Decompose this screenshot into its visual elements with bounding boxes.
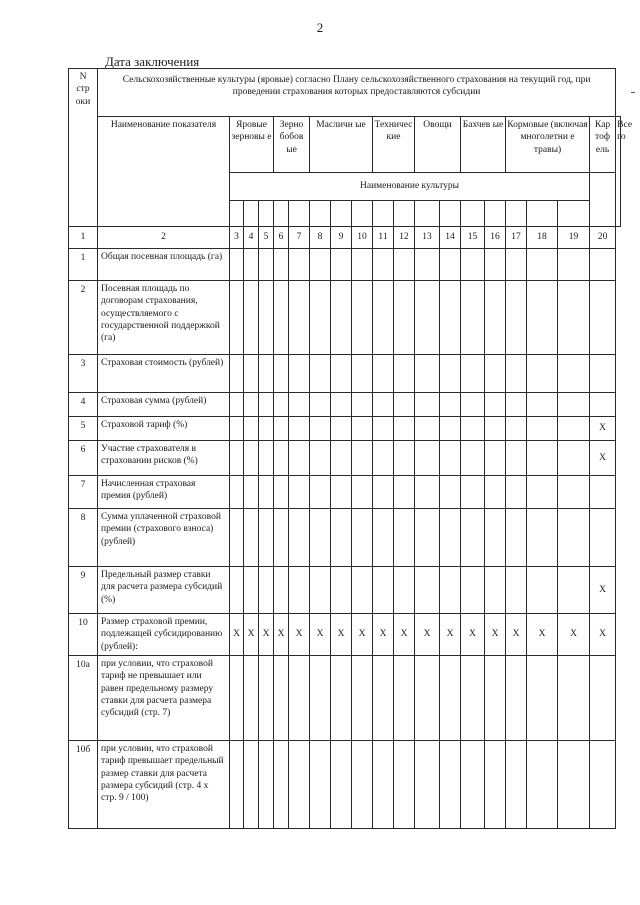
empty-cell xyxy=(352,355,373,393)
empty-cell xyxy=(310,249,331,281)
empty-cell xyxy=(331,441,352,476)
empty-cell xyxy=(461,417,485,441)
row-label: Общая посевная площадь (га) xyxy=(98,249,230,281)
empty-cell xyxy=(558,741,590,829)
empty-cell xyxy=(289,441,310,476)
empty-cell xyxy=(485,441,506,476)
empty-cell xyxy=(259,393,274,417)
empty-cell xyxy=(289,476,310,509)
empty-cell xyxy=(352,509,373,567)
empty-cell xyxy=(590,393,616,417)
empty-cell xyxy=(590,741,616,829)
empty-cell xyxy=(352,417,373,441)
table-row xyxy=(69,476,621,509)
empty-cell xyxy=(352,393,373,417)
empty-cell xyxy=(485,567,506,614)
empty-cell xyxy=(461,249,485,281)
empty-cell xyxy=(230,249,244,281)
empty-cell xyxy=(289,355,310,393)
row-number: 4 xyxy=(69,393,98,417)
table-row xyxy=(69,441,621,476)
empty-cell xyxy=(440,441,461,476)
empty-cell xyxy=(440,281,461,355)
row-label: Сумма уплаченной страховой премии (страхового взноса) (рублей) xyxy=(98,509,230,567)
crop-group-melons: Бахчев ые xyxy=(461,117,506,173)
row-number: 7 xyxy=(69,476,98,509)
empty-cell xyxy=(461,441,485,476)
empty-cell xyxy=(274,281,289,355)
empty-cell xyxy=(289,249,310,281)
empty-cell xyxy=(394,476,415,509)
empty-cell xyxy=(558,567,590,614)
row-number: 6 xyxy=(69,441,98,476)
crop-group-fodder: Кормовые (включая многолетни е травы) xyxy=(506,117,590,173)
empty-cell xyxy=(373,355,394,393)
empty-cell xyxy=(244,417,259,441)
empty-cell xyxy=(527,355,558,393)
empty-cell xyxy=(485,476,506,509)
empty-cell xyxy=(590,656,616,741)
empty-cell xyxy=(558,441,590,476)
column-number: 16 xyxy=(485,227,506,249)
empty-cell xyxy=(527,393,558,417)
empty-cell xyxy=(373,741,394,829)
x-mark: X xyxy=(440,614,461,656)
empty-cell xyxy=(244,393,259,417)
subsidy-table xyxy=(68,68,633,829)
empty-cell xyxy=(310,476,331,509)
empty-cell xyxy=(259,417,274,441)
empty-cell xyxy=(310,355,331,393)
empty-cell xyxy=(527,741,558,829)
empty-cell xyxy=(506,355,527,393)
empty-cell xyxy=(244,441,259,476)
empty-cell xyxy=(331,509,352,567)
row-label: Начисленная страховая премия (рублей) xyxy=(98,476,230,509)
empty-cell xyxy=(289,417,310,441)
column-number: 14 xyxy=(440,227,461,249)
column-number: 8 xyxy=(310,227,331,249)
empty-cell xyxy=(415,476,440,509)
column-number-row xyxy=(69,227,621,249)
row-label: при условии, что страховой тариф превышает предельный размер ставки для расчета размера субсидий (стр. 4 x стр. 9 / 100) xyxy=(98,741,230,829)
empty-cell xyxy=(415,281,440,355)
empty-cell xyxy=(440,417,461,441)
empty-cell xyxy=(461,567,485,614)
empty-cell xyxy=(352,741,373,829)
empty-cell xyxy=(310,441,331,476)
row-label: Участие страхователя в страховании рисков (%) xyxy=(98,441,230,476)
x-mark: X xyxy=(394,614,415,656)
empty-cell xyxy=(440,656,461,741)
empty-cell xyxy=(352,441,373,476)
empty-cell xyxy=(373,509,394,567)
page-number: 2 xyxy=(316,20,324,35)
row-number: 1 xyxy=(69,249,98,281)
empty-cell xyxy=(230,393,244,417)
empty-cell xyxy=(527,509,558,567)
empty-cell xyxy=(259,441,274,476)
empty-cell xyxy=(506,741,527,829)
empty-cell xyxy=(310,741,331,829)
x-mark: X xyxy=(352,614,373,656)
empty-cell xyxy=(485,509,506,567)
empty-cell xyxy=(373,417,394,441)
empty-cell xyxy=(244,509,259,567)
crop-group-spring-grain: Яровые зерновы е xyxy=(230,117,274,173)
table-row xyxy=(69,614,621,656)
empty-cell xyxy=(506,417,527,441)
table-description: Сельскохозяйственные культуры (яровые) согласно Плану сельскохозяйственного страхования на текущий год, при проведении страхования которых предоставляются субсидии xyxy=(98,69,616,117)
empty-cell xyxy=(461,281,485,355)
table-row xyxy=(69,417,621,441)
empty-cell xyxy=(230,656,244,741)
x-mark: X xyxy=(274,614,289,656)
empty-cell xyxy=(485,355,506,393)
empty-cell xyxy=(590,355,616,393)
crop-group-potato: Кар тоф ель xyxy=(590,117,616,173)
empty-cell xyxy=(274,417,289,441)
empty-cell xyxy=(440,355,461,393)
column-number: 4 xyxy=(244,227,259,249)
empty-cell xyxy=(289,741,310,829)
x-mark: X xyxy=(590,614,616,656)
empty-cell xyxy=(527,656,558,741)
x-mark: X xyxy=(485,614,506,656)
empty-cell xyxy=(244,567,259,614)
column-number: 2 xyxy=(98,227,230,249)
x-mark: X xyxy=(415,614,440,656)
empty-cell xyxy=(352,567,373,614)
empty-cell xyxy=(558,393,590,417)
empty-cell xyxy=(394,355,415,393)
empty-cell xyxy=(485,393,506,417)
row-number: 10б xyxy=(69,741,98,829)
empty-cell xyxy=(506,567,527,614)
indicator-header: Наименование показателя xyxy=(98,117,230,227)
column-number: 3 xyxy=(230,227,244,249)
empty-cell xyxy=(506,393,527,417)
empty-cell xyxy=(527,476,558,509)
empty-cell xyxy=(394,281,415,355)
x-mark: X xyxy=(461,614,485,656)
empty-cell xyxy=(440,393,461,417)
column-number: 11 xyxy=(373,227,394,249)
empty-cell xyxy=(331,355,352,393)
empty-cell xyxy=(230,355,244,393)
empty-cell xyxy=(506,441,527,476)
column-number: 7 xyxy=(289,227,310,249)
empty-cell xyxy=(230,417,244,441)
table-row xyxy=(69,656,621,741)
empty-cell xyxy=(461,355,485,393)
empty-cell xyxy=(274,656,289,741)
empty-cell xyxy=(230,281,244,355)
empty-cell xyxy=(461,393,485,417)
empty-cell xyxy=(558,355,590,393)
empty-cell xyxy=(394,741,415,829)
empty-cell xyxy=(590,509,616,567)
empty-cell xyxy=(394,567,415,614)
empty-cell xyxy=(259,476,274,509)
empty-cell xyxy=(394,656,415,741)
empty-cell xyxy=(415,441,440,476)
document-title: Дата заключения xyxy=(105,54,200,69)
empty-cell xyxy=(440,567,461,614)
row-number: 8 xyxy=(69,509,98,567)
empty-cell xyxy=(394,441,415,476)
empty-cell xyxy=(440,476,461,509)
empty-cell xyxy=(506,281,527,355)
empty-cell xyxy=(485,741,506,829)
table-row xyxy=(69,355,621,393)
column-number: 12 xyxy=(394,227,415,249)
empty-cell xyxy=(310,509,331,567)
table-row xyxy=(69,741,621,829)
column-number: 19 xyxy=(558,227,590,249)
empty-cell xyxy=(394,393,415,417)
empty-cell xyxy=(230,741,244,829)
empty-cell xyxy=(289,567,310,614)
margin-mark xyxy=(631,92,635,93)
empty-cell xyxy=(527,281,558,355)
empty-cell xyxy=(331,417,352,441)
empty-cell xyxy=(259,281,274,355)
empty-cell xyxy=(230,476,244,509)
empty-cell xyxy=(373,656,394,741)
empty-cell xyxy=(310,567,331,614)
empty-cell xyxy=(394,417,415,441)
column-number: 10 xyxy=(352,227,373,249)
empty-cell xyxy=(506,509,527,567)
x-mark: X xyxy=(590,441,616,476)
x-mark: X xyxy=(558,614,590,656)
x-mark: X xyxy=(310,614,331,656)
row-label: Страховая сумма (рублей) xyxy=(98,393,230,417)
empty-cell xyxy=(590,476,616,509)
empty-cell xyxy=(415,567,440,614)
table-row xyxy=(69,509,621,567)
empty-cell xyxy=(461,476,485,509)
column-number: 15 xyxy=(461,227,485,249)
x-mark: X xyxy=(506,614,527,656)
empty-cell xyxy=(394,249,415,281)
column-number: 18 xyxy=(527,227,558,249)
empty-cell xyxy=(274,741,289,829)
subsidy-table-wrapper xyxy=(68,68,633,829)
column-number: 17 xyxy=(506,227,527,249)
empty-cell xyxy=(485,249,506,281)
empty-cell xyxy=(274,355,289,393)
empty-cell xyxy=(506,476,527,509)
x-mark: X xyxy=(373,614,394,656)
empty-cell xyxy=(558,249,590,281)
empty-cell xyxy=(331,476,352,509)
x-mark: X xyxy=(331,614,352,656)
empty-cell xyxy=(289,393,310,417)
empty-cell xyxy=(527,441,558,476)
empty-cell xyxy=(274,393,289,417)
empty-cell xyxy=(259,741,274,829)
empty-cell xyxy=(259,656,274,741)
empty-cell xyxy=(331,249,352,281)
row-number: 5 xyxy=(69,417,98,441)
empty-cell xyxy=(415,417,440,441)
column-number: 6 xyxy=(274,227,289,249)
empty-cell xyxy=(259,249,274,281)
x-mark: X xyxy=(289,614,310,656)
empty-cell xyxy=(352,281,373,355)
empty-cell xyxy=(461,656,485,741)
empty-cell xyxy=(331,567,352,614)
line-no-header: N стр оки xyxy=(69,69,98,227)
empty-cell xyxy=(310,656,331,741)
empty-cell xyxy=(485,656,506,741)
x-mark: X xyxy=(590,567,616,614)
empty-cell xyxy=(230,441,244,476)
table-row xyxy=(69,393,621,417)
row-number: 2 xyxy=(69,281,98,355)
empty-cell xyxy=(244,281,259,355)
row-label: при условии, что страховой тариф не превышает или равен предельному размеру ставки для расчета размера субсидий (стр. 7) xyxy=(98,656,230,741)
empty-cell xyxy=(331,281,352,355)
empty-cell xyxy=(310,393,331,417)
empty-cell xyxy=(274,567,289,614)
empty-cell xyxy=(289,656,310,741)
x-mark: X xyxy=(590,417,616,441)
row-label: Страховая стоимость (рублей) xyxy=(98,355,230,393)
crop-groups-row xyxy=(69,117,621,173)
empty-cell xyxy=(485,281,506,355)
empty-cell xyxy=(274,476,289,509)
empty-cell xyxy=(310,417,331,441)
empty-cell xyxy=(259,509,274,567)
empty-cell xyxy=(415,741,440,829)
empty-cell xyxy=(331,656,352,741)
crop-group-oilseeds: Масличн ые xyxy=(310,117,373,173)
table-header-row xyxy=(69,69,621,117)
empty-cell xyxy=(527,417,558,441)
row-label: Размер страховой премии, подлежащей субсидированию (рублей): xyxy=(98,614,230,656)
column-number: 1 xyxy=(69,227,98,249)
empty-cell xyxy=(352,249,373,281)
empty-cell xyxy=(230,509,244,567)
empty-cell xyxy=(373,393,394,417)
empty-cell xyxy=(310,281,331,355)
empty-cell xyxy=(373,476,394,509)
empty-cell xyxy=(289,281,310,355)
empty-cell xyxy=(590,281,616,355)
crop-group-vegetables: Овощи xyxy=(415,117,461,173)
row-number: 9 xyxy=(69,567,98,614)
row-label: Посевная площадь по договорам страхования, осуществляемого с государственной поддержкой (га) xyxy=(98,281,230,355)
empty-cell xyxy=(415,355,440,393)
x-mark: X xyxy=(527,614,558,656)
row-number: 3 xyxy=(69,355,98,393)
empty-cell xyxy=(461,741,485,829)
empty-cell xyxy=(527,249,558,281)
empty-cell xyxy=(415,509,440,567)
x-mark: X xyxy=(244,614,259,656)
empty-cell xyxy=(259,355,274,393)
empty-cell xyxy=(274,249,289,281)
empty-cell xyxy=(274,441,289,476)
empty-cell xyxy=(394,509,415,567)
empty-cell xyxy=(352,476,373,509)
empty-cell xyxy=(274,509,289,567)
crop-group-total: Все го xyxy=(616,117,621,227)
column-number: 5 xyxy=(259,227,274,249)
empty-cell xyxy=(527,567,558,614)
data-rows xyxy=(69,249,621,829)
column-number: 20 xyxy=(590,227,616,249)
empty-cell xyxy=(244,249,259,281)
crop-group-technical: Техничес кие xyxy=(373,117,415,173)
empty-cell xyxy=(558,509,590,567)
empty-cell xyxy=(244,476,259,509)
empty-cell xyxy=(373,441,394,476)
table-row xyxy=(69,249,621,281)
empty-cell xyxy=(558,476,590,509)
empty-cell xyxy=(558,656,590,741)
crop-group-legumes: Зерно бобов ые xyxy=(274,117,310,173)
empty-cell xyxy=(244,355,259,393)
row-label: Страховой тариф (%) xyxy=(98,417,230,441)
empty-cell xyxy=(259,567,274,614)
empty-cell xyxy=(558,417,590,441)
empty-cell xyxy=(461,509,485,567)
table-row xyxy=(69,281,621,355)
column-number: 9 xyxy=(331,227,352,249)
x-mark: X xyxy=(230,614,244,656)
empty-cell xyxy=(289,509,310,567)
empty-cell xyxy=(373,567,394,614)
x-mark: X xyxy=(259,614,274,656)
empty-cell xyxy=(440,249,461,281)
empty-cell xyxy=(230,567,244,614)
empty-cell xyxy=(373,281,394,355)
empty-cell xyxy=(415,393,440,417)
empty-cell xyxy=(415,249,440,281)
row-number: 10а xyxy=(69,656,98,741)
empty-cell xyxy=(415,656,440,741)
empty-cell xyxy=(244,741,259,829)
empty-cell xyxy=(440,741,461,829)
empty-cell xyxy=(506,656,527,741)
column-number: 13 xyxy=(415,227,440,249)
empty-cell xyxy=(373,249,394,281)
row-number: 10 xyxy=(69,614,98,656)
empty-cell xyxy=(244,656,259,741)
empty-cell xyxy=(331,393,352,417)
table-row xyxy=(69,567,621,614)
empty-cell xyxy=(485,417,506,441)
empty-cell xyxy=(590,249,616,281)
row-label: Предельный размер ставки для расчета размера субсидий (%) xyxy=(98,567,230,614)
empty-cell xyxy=(331,741,352,829)
empty-cell xyxy=(558,281,590,355)
crop-name-caption: Наименование культуры xyxy=(230,173,590,201)
empty-cell xyxy=(506,249,527,281)
empty-cell xyxy=(440,509,461,567)
empty-cell xyxy=(352,656,373,741)
